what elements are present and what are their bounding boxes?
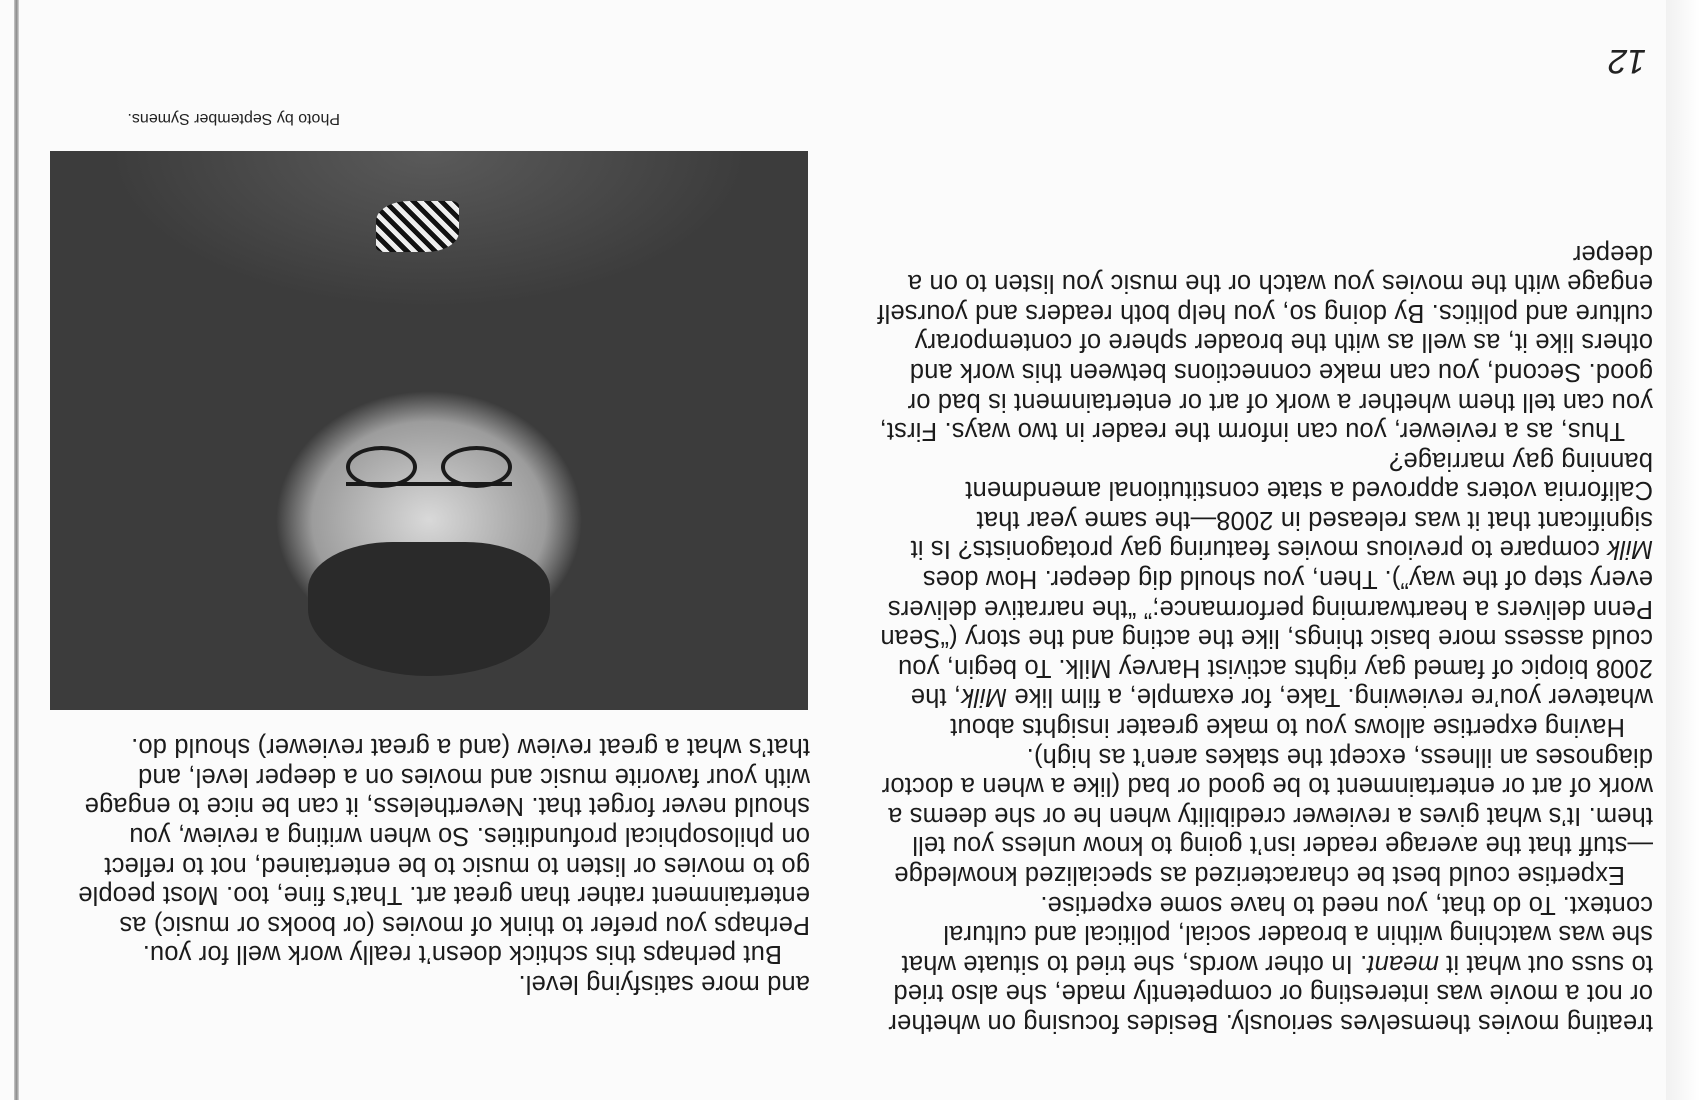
paragraph: But perhaps this schtick doesn’t really work well for you. Perhaps you prefer to think of movies (or books or music) as entertainment rather than great art. That’s fine, too. Most people go to movies or listen to music to be entertained, not to reflect on philosophical profundities. So when writing a review, you should never forget that. Nevertheless, it can be nice to engage with your favorite music and movies on a deeper level, and that’s what a great review (and a great reviewer) should do. bbox=[78, 733, 810, 969]
photo-bow-tie bbox=[376, 201, 459, 251]
page-edge bbox=[1666, 0, 1700, 1100]
photo-glasses bbox=[346, 438, 513, 487]
paragraph: Expertise could best be characterized as specialized knowledge—stuff that the average reader isn’t going to know unless you tell them. It’s what gives a reviewer credibility when he or she deems a work of art or entertainment to be good or bad (like a when a doctor diagnoses an illness, except the stakes aren’t as high). bbox=[881, 742, 1653, 890]
body-text-right-column bbox=[70, 732, 810, 998]
photo-hair bbox=[308, 542, 551, 676]
paragraph: Having expertise allows you to make greater insights about whatever you’re reviewing. Take, for example, a film like Milk, the 2008 biopic of famed gay rights activist Harvey Milk. To begin, you could assess more basic things, like the acting and the story (“Sean Penn delivers a heartwarming performance;” “the narrative delivers every step of the way”). Then, you should dig deeper. How does Milk compare to previous movies featuring gay protagonists? Is it significant that it was released in 2008—the same year that California voters approved a state constitutional amendment banning gay marriage? bbox=[880, 446, 1653, 742]
body-text-left-column bbox=[873, 238, 1653, 1037]
paragraph: treating movies themselves seriously. Besides focusing on whether or not a movie was interesting or competently made, she also tried to suss out what it meant. In other words, she tried to situate what she was watching within a broader social, political and cultural context. To do that, you need to have some expertise. bbox=[888, 890, 1653, 1037]
paragraph: and more satisfying level. bbox=[518, 970, 810, 998]
photo-caption: Photo by September Symens. bbox=[127, 110, 340, 127]
paragraph: Thus, as a reviewer, you can inform the reader in two ways. First, you can tell them whether a work of art or entertainment is bad or good. Second, you can make connections between this work and others like it, as well as with the broader sphere of contemporary culture and politics. By doing so, you help both readers and yourself engage with the movies you watch or the music you listen to on a deeper bbox=[877, 239, 1653, 446]
book-gutter-shadow bbox=[14, 0, 19, 1100]
page-number: 12 bbox=[1608, 42, 1646, 80]
portrait-photo bbox=[50, 151, 808, 710]
